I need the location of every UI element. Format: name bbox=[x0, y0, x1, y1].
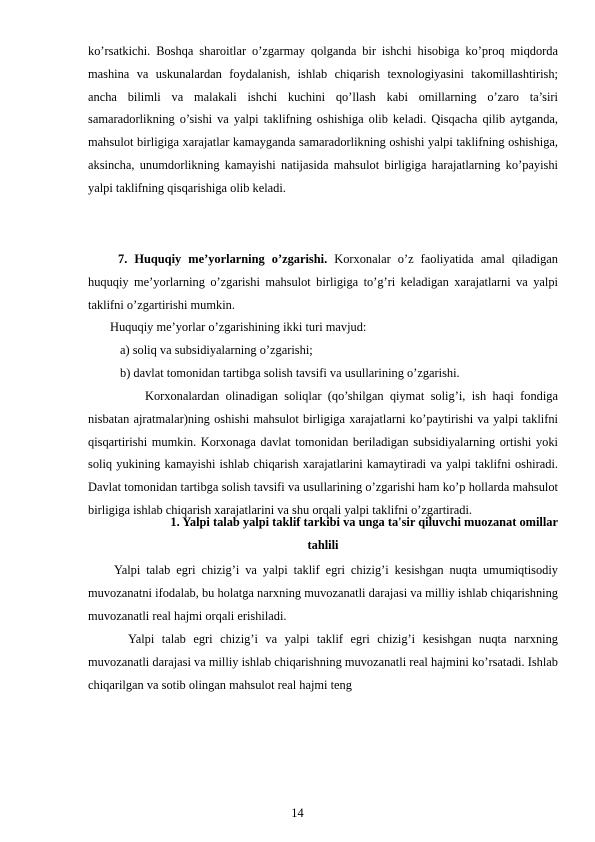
paragraph-legal-norms bbox=[88, 248, 558, 316]
legal-norms-heading: 7. Huquqiy me’yorlarning o’zgarishi. bbox=[118, 252, 328, 266]
paragraph-equilibrium-intro: Yalpi talab egri chizig’i va yalpi taklif egri chizig’i kesishgan nuqta umumiqtisodiy muvozanatni ifodalab, bu holatga narxning muvozanatli darajasi va milliy ishlab chiqarishning muvozanatli real hajmi orqali erishiladi. bbox=[88, 563, 558, 623]
paragraph-equilibrium-point: Yalpi talab egri chizig’i va yalpi taklif egri chizig’i kesishgan nuqta narxning muvozanatli darajasi va milliy ishlab chiqarishning muvozanatli real hajmini ko’rsatadi. Ishlab chiqarilgan va sotib olingan mahsulot real hajmi teng bbox=[88, 632, 558, 692]
list-item-a: a) soliq va subsidiyalarning o’zgarishi; bbox=[120, 343, 313, 357]
paragraph-two-types: Huquqiy me’yorlar o’zgarishining ikki turi mavjud: bbox=[110, 320, 367, 334]
section-heading-line2: tahlili bbox=[307, 538, 339, 552]
paragraph-taxes: Korxonalardan olinadigan soliqlar (qo’shilgan qiymat solig’i, ish haqi fondiga nisbatan ajratmalar)ning oshishi mahsulot birligiga xarajatlarni ko’paytirishi va yalpi taklifni qisqartirishi mumkin. Korxonaga davlat tomonidan beriladigan subsidiyalarning ortishi yoki soliq yukining kamayishi ishlab chiqarish xarajatlarini kamaytiradi va yalpi taklifni oshiradi. Davlat tomonidan tartibga solish tavsifi va usullarining o’zgarishi ham ko’p hollarda mahsulot birligiga ishlab chiqarish xarajatlarini va shu orqali yalpi taklifni o’zgartiradi. bbox=[88, 389, 558, 517]
section-heading-line1: 1. Yalpi talab yalpi taklif tarkibi va unga ta'sir qiluvchi muozanat omillar bbox=[170, 515, 558, 529]
paragraph-productivity: ko’rsatkichi. Boshqa sharoitlar o’zgarmay qolganda bir ishchi hisobiga ko’proq miqdorda mashina va uskunalardan foydalanish, ishlab chiqarish texnologiyasini takomillashtirish; ancha bilimli va malakali ishchi kuchini qo’llash kabi omillarning o’zaro ta’siri samaradorlikning o’sishi va yalpi taklifning oshishiga olib keladi. Qisqacha qilib aytganda, mahsulot birligiga xarajatlar kamayganda samaradorlikning oshishi yalpi taklifning oshishiga, aksincha, unumdorlikning kamayishi natijasida mahsulot birligiga harajatlarning ko’payishi yalpi taklifning qisqarishiga olib keladi. bbox=[88, 44, 558, 195]
page-number: 14 bbox=[291, 806, 304, 820]
legal-norms-text: Korxonalar o’z faoliyatida amal qiladigan huquqiy me’yorlarning o’zgarishi mahsulot birligiga to’g’ri keladigan xarajatlarni va yalpi taklifni o’zgartirishi mumkin. bbox=[88, 252, 559, 312]
list-item-b: b) davlat tomonidan tartibga solish tavsifi va usullarining o’zgarishi. bbox=[120, 366, 460, 380]
